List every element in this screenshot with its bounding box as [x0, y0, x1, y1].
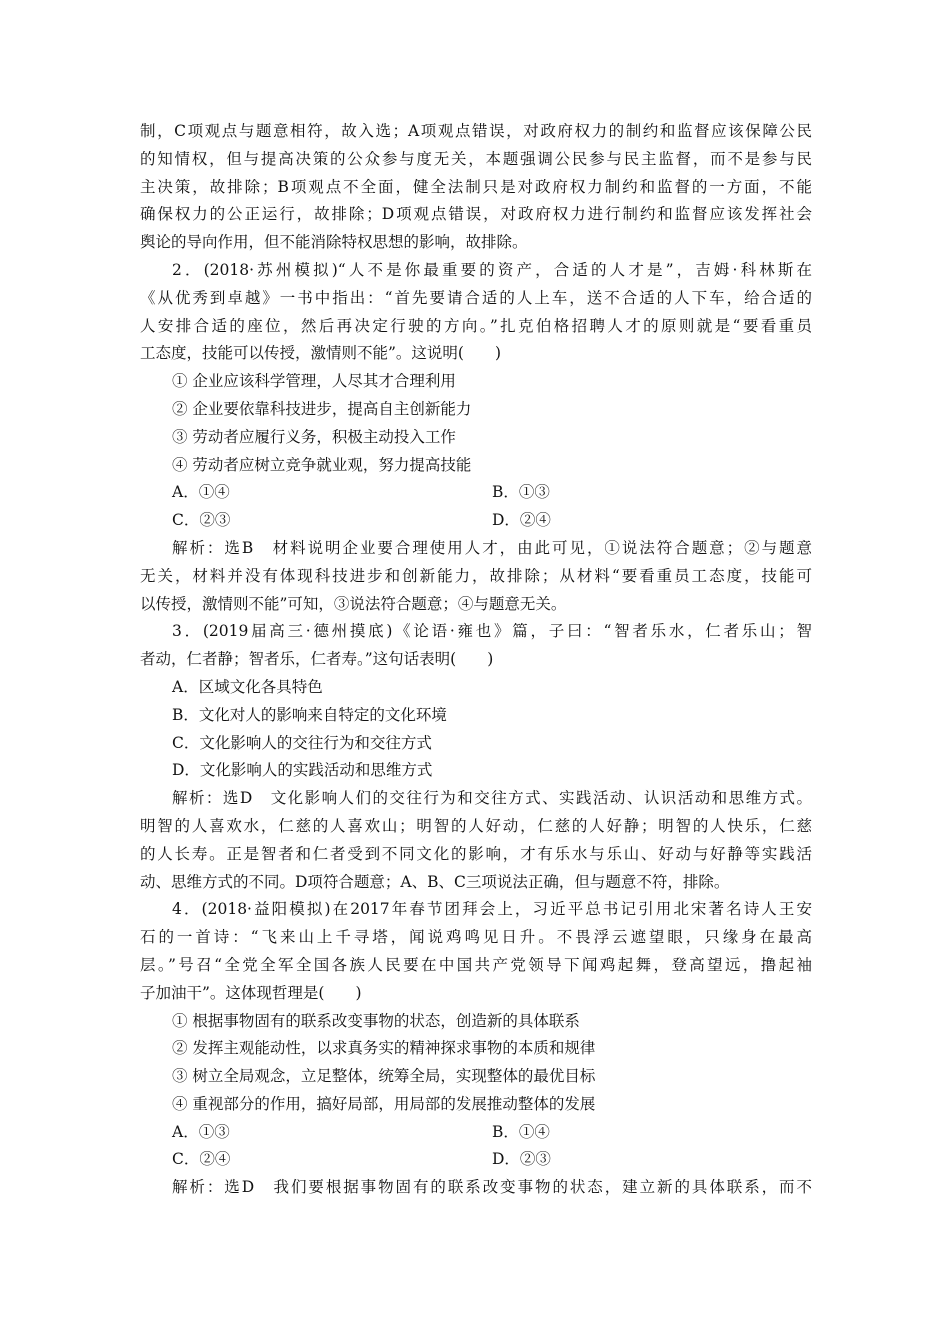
- question-stem-line: 工态度，技能可以传授，激情则不能”。这说明( ): [140, 344, 502, 363]
- question-stem-line: 4．(2018·益阳模拟)在2017年春节团拜会上，习近平总书记引用北宋著名诗人王安: [172, 900, 812, 919]
- statement-item: ① 根据事物固有的联系改变事物的状态，创造新的具体联系: [172, 1011, 580, 1030]
- option-c: C．②④: [172, 1150, 231, 1169]
- option-row: [140, 479, 812, 507]
- intro-paragraph: [140, 118, 812, 257]
- answer-line: 解析：选B 材料说明企业要合理使用人才，由此可见，①说法符合题意；②与题意: [172, 538, 812, 557]
- statement-item: ④ 劳动者应树立竞争就业观，努力提高技能: [172, 455, 472, 474]
- question-stem-line: 《从优秀到卓越》一书中指出：“首先要请合适的人上车，送不合适的人下车，给合适的: [140, 288, 812, 307]
- option-c: C．②③: [172, 511, 231, 530]
- statement-item: ③ 劳动者应履行义务，积极主动投入工作: [172, 427, 456, 446]
- statement-item: ③ 树立全局观念，立足整体，统筹全局，实现整体的最优目标: [172, 1067, 596, 1086]
- question-stem-line: 子加油干”。这体现哲理是( ): [140, 983, 362, 1002]
- answer-line: 解析：选D 文化影响人们的交往行为和交往方式、实践活动、认识活动和思维方式。: [172, 789, 812, 808]
- answer-line: 无关，材料并没有体现科技进步和创新能力，故排除；从材料“要看重员工态度，技能可: [140, 566, 812, 585]
- option-b: B．①④: [492, 1122, 550, 1141]
- answer-line: 的人长寿。正是智者和仁者受到不同文化的影响，才有乐水与乐山、好动与好静等实践活: [140, 844, 812, 863]
- text-line: 的知情权，但与提高决策的公众参与度无关，本题强调公民参与民主监督，而不是参与民: [140, 149, 812, 168]
- option-row: [140, 1146, 812, 1174]
- option-row: [140, 1119, 812, 1147]
- option-c: C．文化影响人的交往行为和交往方式: [172, 733, 432, 752]
- answer-line: 解析：选D 我们要根据事物固有的联系改变事物的状态，建立新的具体联系，而不: [172, 1178, 812, 1197]
- text-line: 舆论的导向作用，但不能消除特权思想的影响，故排除。: [140, 233, 528, 252]
- option-d: D．②④: [492, 511, 551, 530]
- option-row: [140, 507, 812, 535]
- text-line: 确保权力的公正运行，故排除；D项观点错误，对政府权力进行制约和监督应该发挥社会: [140, 205, 812, 224]
- question-stem-line: 3．(2019届高三·德州摸底)《论语·雍也》篇，子曰：“智者乐水，仁者乐山；智: [172, 622, 812, 641]
- option-d: D．文化影响人的实践活动和思维方式: [172, 761, 433, 780]
- question-stem-line: 者动，仁者静；智者乐，仁者寿。”这句话表明( ): [140, 650, 494, 669]
- option-d: D．②③: [492, 1150, 551, 1169]
- option-a: A．①③: [172, 1122, 230, 1141]
- document-page: [140, 118, 812, 1202]
- question-stem-line: 层。”号召“全党全军全国各族人民要在中国共产党领导下闻鸡起舞，登高望远，撸起袖: [140, 955, 812, 974]
- statement-item: ④ 重视部分的作用，搞好局部，用局部的发展推动整体的发展: [172, 1094, 596, 1113]
- question-2: [140, 257, 812, 618]
- statement-item: ① 企业应该科学管理，人尽其才合理利用: [172, 372, 456, 391]
- statement-item: ② 发挥主观能动性，以求真务实的精神探求事物的本质和规律: [172, 1039, 596, 1058]
- question-stem-line: 石的一首诗：“飞来山上千寻塔，闻说鸡鸣见日升。不畏浮云遮望眼，只缘身在最高: [140, 928, 812, 947]
- option-b: B．①③: [492, 483, 550, 502]
- option-a: A．区域文化各具特色: [172, 677, 323, 696]
- question-4: [140, 896, 812, 1202]
- answer-line: 动、思维方式的不同。D项符合题意；A、B、C三项说法正确，但与题意不符，排除。: [140, 872, 730, 891]
- answer-line: 明智的人喜欢水，仁慈的人喜欢山；明智的人好动，仁慈的人好静；明智的人快乐，仁慈: [140, 816, 812, 835]
- question-3: [140, 618, 812, 896]
- text-line: 制，C项观点与题意相符，故入选；A项观点错误，对政府权力的制约和监督应该保障公民: [140, 122, 812, 140]
- option-b: B．文化对人的影响来自特定的文化环境: [172, 705, 447, 724]
- text-line: 主决策，故排除；B项观点不全面，健全法制只是对政府权力制约和监督的一方面，不能: [140, 177, 812, 196]
- answer-line: 以传授，激情则不能”可知，③说法符合题意；④与题意无关。: [140, 594, 567, 613]
- question-stem-line: 2．(2018·苏州模拟)“人不是你最重要的资产，合适的人才是”，吉姆·科林斯在: [172, 260, 812, 279]
- option-a: A．①④: [172, 483, 230, 502]
- statement-item: ② 企业要依靠科技进步，提高自主创新能力: [172, 399, 472, 418]
- question-stem-line: 人安排合适的座位，然后再决定行驶的方向。”扎克伯格招聘人才的原则就是“要看重员: [140, 316, 812, 335]
